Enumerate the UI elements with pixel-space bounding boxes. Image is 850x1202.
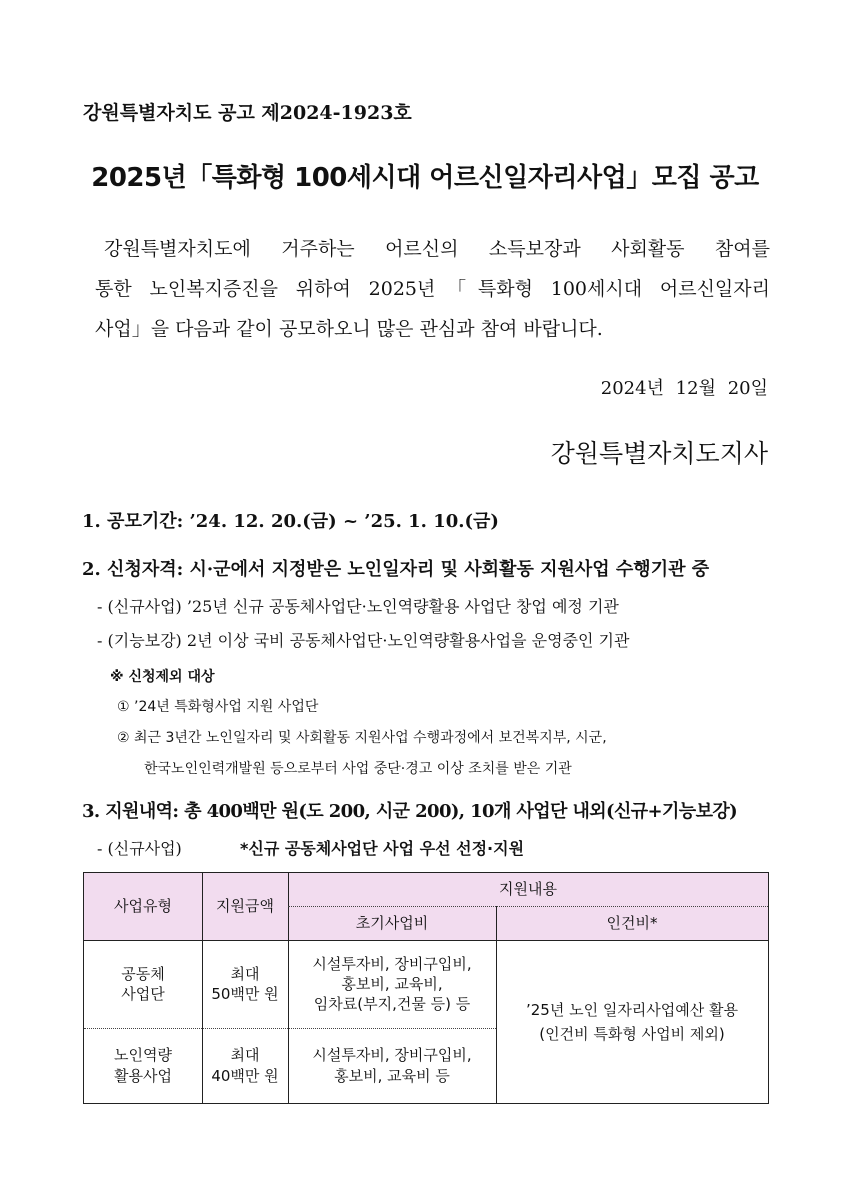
announcement-date: 2024년 12월 20일 — [600, 378, 768, 399]
header-amount-label: 지원금액 — [216, 897, 274, 916]
priority-note: *신규 공동체사업단 사업 우선 선정·지원 — [240, 839, 525, 858]
signer: 강원특별자치도지사 — [550, 439, 768, 468]
eligibility-item-upgrade: - (기능보강) 2년 이상 국비 공동체사업단·노인역량활용사업을 운영중인 기관 — [97, 631, 630, 650]
header-amount — [202, 873, 288, 940]
notice-number: 강원특별자치도 공고 제2024-1923호 — [83, 102, 412, 124]
header-type — [84, 873, 202, 940]
intro-line-3: 사업」을 다음과 같이 공모하오니 많은 관심과 참여 바랍니다. — [95, 318, 603, 340]
row2-type: 노인역량 활용사업 — [114, 1046, 172, 1085]
table-divider — [288, 873, 289, 1103]
header-content-label: 지원내용 — [499, 880, 557, 899]
table-divider — [202, 873, 203, 1103]
header-type-label: 사업유형 — [114, 897, 172, 916]
header-labor-cost — [496, 906, 768, 940]
table-divider — [84, 940, 768, 941]
page-title: 2025년「특화형 100세시대 어르신일자리사업」모집 공고 — [91, 163, 759, 193]
section-2-heading: 2. 신청자격: 시·군에서 지정받은 노인일자리 및 사회활동 지원사업 수행기관 중 — [82, 559, 710, 580]
header-initial-cost — [288, 906, 496, 940]
table-divider — [288, 906, 768, 907]
new-business-label: - (신규사업) — [97, 839, 182, 858]
row2-amount: 최대 40백만 원 — [211, 1046, 279, 1085]
row1-type: 공동체 사업단 — [121, 964, 165, 1003]
header-initial-cost-label: 초기사업비 — [355, 913, 429, 932]
row1-initial-cost: 시설투자비, 장비구입비, 홍보비, 교육비, 임차료(부지,건물 등) 등 — [312, 954, 472, 1014]
row2-initial-cost: 시설투자비, 장비구입비, 홍보비, 교육비 등 — [312, 1046, 472, 1085]
header-content — [288, 873, 768, 906]
exclusion-title: ※ 신청제외 대상 — [110, 669, 215, 685]
support-table — [83, 872, 769, 1104]
row1-amount: 최대 50백만 원 — [211, 964, 279, 1003]
table-divider — [496, 906, 497, 1103]
header-labor-cost-label: 인건비* — [606, 913, 658, 932]
section-3-heading: 3. 지원내역: 총 400백만 원(도 200, 시군 200), 10개 사업단 내외(신규+기능보강) — [82, 801, 738, 822]
eligibility-item-new: - (신규사업) ’25년 신규 공동체사업단·노인역량활용 사업단 창업 예정 기관 — [97, 597, 619, 616]
exclusion-item-2-continued: 한국노인인력개발원 등으로부터 사업 중단·경고 이상 조치를 받은 기관 — [144, 761, 572, 777]
section-1-period: 1. 공모기간: ’24. 12. 20.(금) ~ ’25. 1. 10.(금) — [82, 511, 499, 532]
intro-line-1: 강원특별자치도에 거주하는 어르신의 소득보장과 사회활동 참여를 — [104, 238, 770, 260]
exclusion-item-2: ② 최근 3년간 노인일자리 및 사회활동 지원사업 수행과정에서 보건복지부, 시군, — [117, 730, 607, 746]
exclusion-item-1: ① ’24년 특화형사업 지원 사업단 — [117, 699, 319, 715]
table-divider — [84, 1028, 496, 1029]
intro-line-2: 통한 노인복지증진을 위하여 2025년「특화형 100세시대 어르신일자리 — [95, 278, 770, 300]
labor-cost-note: ’25년 노인 일자리사업예산 활용 (인건비 특화형 사업비 제외) — [525, 1000, 739, 1043]
